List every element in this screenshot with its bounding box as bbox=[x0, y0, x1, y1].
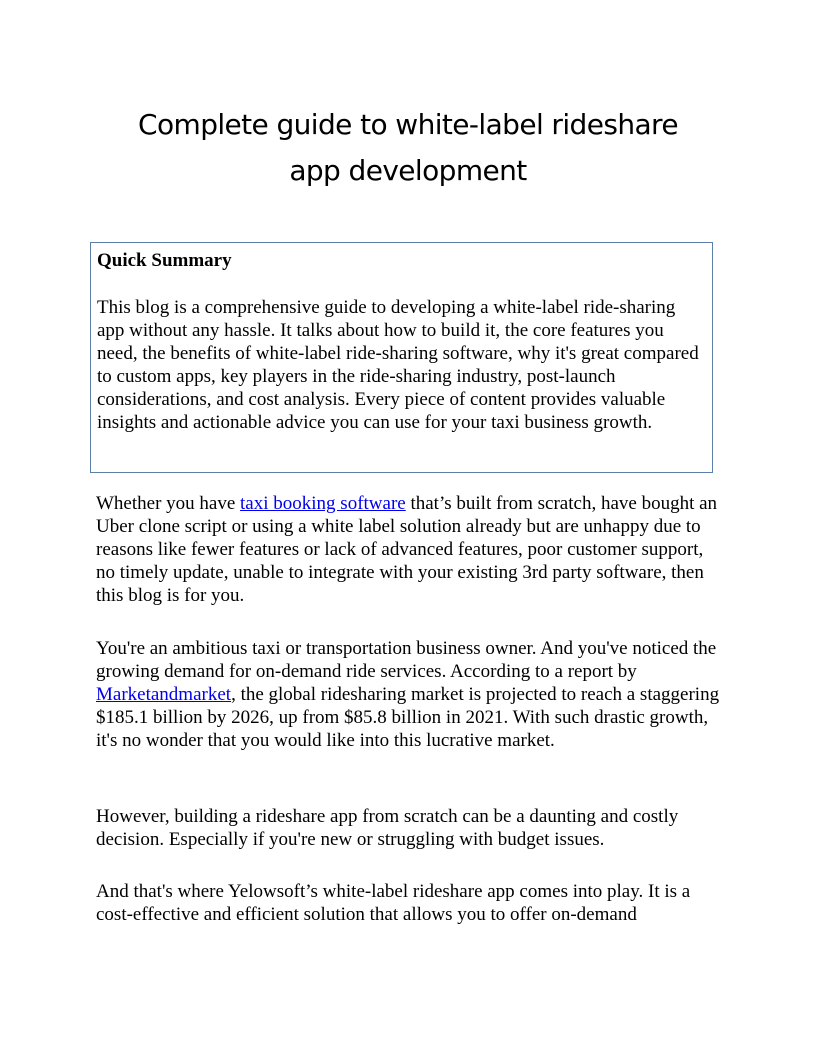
quick-summary-box bbox=[90, 242, 713, 473]
paragraph-2-text-before-link: You're an ambitious taxi or transportation business owner. And you've noticed the growing demand for on-demand ride services. According to a report by bbox=[96, 638, 717, 682]
paragraph-1-text-after-link: that’s built from scratch, have bought an Uber clone script or using a white label solution already but are unhappy due to reasons like fewer features or lack of advanced features, poor customer support, no timely update, unable to integrate with your existing 3rd party software, then this blog is for you. bbox=[96, 493, 718, 606]
paragraph-2 bbox=[96, 637, 721, 752]
taxi-booking-software-link[interactable]: taxi booking software bbox=[240, 493, 406, 514]
paragraph-1 bbox=[96, 492, 721, 607]
paragraph-4: And that's where Yelowsoft’s white-label rideshare app comes into play. It is a cost-effective and efficient solution that allows you to offer on-demand bbox=[96, 881, 691, 925]
marketandmarket-link[interactable]: Marketandmarket bbox=[96, 684, 232, 705]
paragraph-1-text-before-link: Whether you have bbox=[96, 493, 241, 514]
title-line-1: Complete guide to white-label rideshare bbox=[138, 108, 678, 141]
title-line-2: app development bbox=[289, 154, 527, 187]
paragraph-3: However, building a rideshare app from scratch can be a daunting and costly decision. Especially if you're new or struggling with budget issues. bbox=[96, 806, 679, 850]
paragraph-2-text-after-link: , the global ridesharing market is projected to reach a staggering $185.1 billion by 2026, up from $85.8 billion in 2021. With such drastic growth, it's no wonder that you would like into this lucrative market. bbox=[96, 684, 720, 751]
quick-summary-heading: Quick Summary bbox=[97, 250, 232, 271]
quick-summary-text: This blog is a comprehensive guide to developing a white-label ride-sharing app without any hassle. It talks about how to build it, the core features you need, the benefits of white-label ride-sharing software, why it's great compared to custom apps, key players in the ride-sharing industry, post-launch considerations, and cost analysis. Every piece of content provides valuable insights and actionable advice you can use for your taxi business growth. bbox=[97, 297, 699, 433]
page-title bbox=[60, 102, 756, 194]
